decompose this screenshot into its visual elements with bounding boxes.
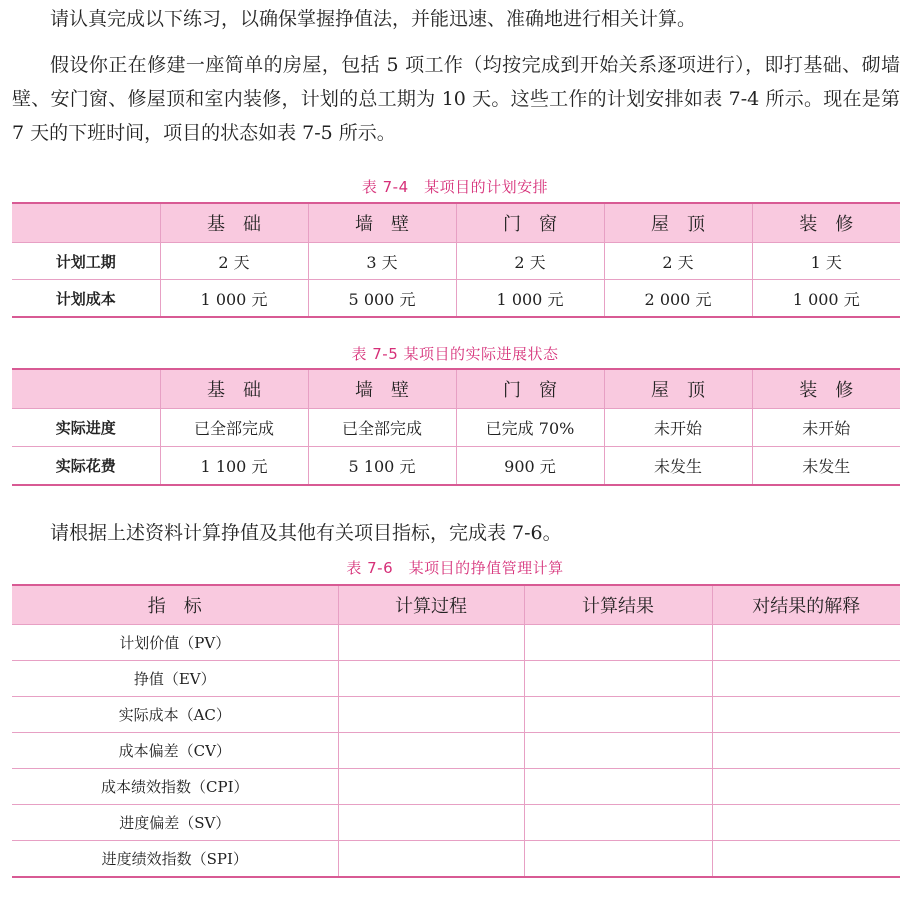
- calc-process-cell[interactable]: [338, 769, 524, 805]
- indicator-label: 计划价值（PV）: [12, 625, 338, 661]
- calc-result-cell[interactable]: [524, 769, 712, 805]
- table-row: [12, 841, 900, 878]
- table-cell: 未开始: [604, 409, 752, 447]
- table-cell: 1 天: [752, 243, 900, 280]
- header-cell: [12, 203, 160, 243]
- table-cell: 5 000 元: [308, 280, 456, 318]
- calc-process-cell[interactable]: [338, 625, 524, 661]
- table-row: [12, 733, 900, 769]
- row-label: 实际进度: [12, 409, 160, 447]
- header-cell: 门 窗: [456, 203, 604, 243]
- interpretation-cell[interactable]: [712, 841, 900, 878]
- calc-result-cell[interactable]: [524, 625, 712, 661]
- calc-result-cell[interactable]: [524, 805, 712, 841]
- header-cell: 装 修: [752, 369, 900, 409]
- header-cell: 计算过程: [338, 585, 524, 625]
- table-row: [12, 243, 900, 280]
- table-row: [12, 280, 900, 318]
- interpretation-cell[interactable]: [712, 805, 900, 841]
- table-7-4-caption: 表 7-4 某项目的计划安排: [361, 178, 549, 196]
- table-cell: 已全部完成: [308, 409, 456, 447]
- header-cell: 屋 顶: [604, 203, 752, 243]
- table-cell: 900 元: [456, 447, 604, 486]
- indicator-label: 成本偏差（CV）: [12, 733, 338, 769]
- table-7-4-plan: [12, 202, 900, 318]
- indicator-label: 实际成本（AC）: [12, 697, 338, 733]
- table-7-5-caption: 表 7-5 某项目的实际进展状态: [351, 345, 559, 363]
- table-7-6-evm: [12, 584, 900, 878]
- row-label: 计划工期: [12, 243, 160, 280]
- table-row: [12, 769, 900, 805]
- row-label: 实际花费: [12, 447, 160, 486]
- interpretation-cell[interactable]: [712, 733, 900, 769]
- scenario-paragraph: 假设你正在修建一座简单的房屋，包括 5 项工作（均按完成到开始关系逐项进行），即打基础、砌墙壁、安门窗、修屋顶和室内装修，计划的总工期为 10 天。这些工作的计划安排如表 7-4 所示。现在是第 7 天的下班时间，项目的状态如表 7-5 所示。: [12, 54, 900, 144]
- header-cell: 对结果的解释: [712, 585, 900, 625]
- header-cell: 计算结果: [524, 585, 712, 625]
- table-row: [12, 805, 900, 841]
- table-cell: 1 000 元: [752, 280, 900, 318]
- table-cell: 未发生: [604, 447, 752, 486]
- header-cell: 门 窗: [456, 369, 604, 409]
- interpretation-cell[interactable]: [712, 661, 900, 697]
- table-cell: 2 天: [160, 243, 308, 280]
- calc-result-cell[interactable]: [524, 841, 712, 878]
- calc-process-cell[interactable]: [338, 733, 524, 769]
- table-row: [12, 697, 900, 733]
- table-7-6-caption: 表 7-6 某项目的挣值管理计算: [346, 559, 564, 577]
- row-label: 计划成本: [12, 280, 160, 318]
- calc-result-cell[interactable]: [524, 697, 712, 733]
- indicator-label: 进度绩效指数（SPI）: [12, 841, 338, 878]
- table-cell: 未开始: [752, 409, 900, 447]
- header-cell: 指 标: [12, 585, 338, 625]
- header-cell: 墙 壁: [308, 203, 456, 243]
- instruction-paragraph: 请根据上述资料计算挣值及其他有关项目指标，完成表 7-6。: [50, 522, 562, 544]
- table-row: [12, 447, 900, 486]
- table-cell: 2 天: [456, 243, 604, 280]
- table-cell: 1 000 元: [160, 280, 308, 318]
- table-cell: 已完成 70%: [456, 409, 604, 447]
- header-cell: [12, 369, 160, 409]
- interpretation-cell[interactable]: [712, 769, 900, 805]
- header-cell: 装 修: [752, 203, 900, 243]
- table-header-row: [12, 369, 900, 409]
- table-row: [12, 625, 900, 661]
- table-cell: 已全部完成: [160, 409, 308, 447]
- header-cell: 屋 顶: [604, 369, 752, 409]
- indicator-label: 进度偏差（SV）: [12, 805, 338, 841]
- calc-process-cell[interactable]: [338, 841, 524, 878]
- table-header-row: [12, 585, 900, 625]
- calc-process-cell[interactable]: [338, 661, 524, 697]
- table-cell: 未发生: [752, 447, 900, 486]
- header-cell: 基 础: [160, 369, 308, 409]
- intro-paragraph: 请认真完成以下练习，以确保掌握挣值法，并能迅速、准确地进行相关计算。: [50, 8, 697, 30]
- table-cell: 1 100 元: [160, 447, 308, 486]
- interpretation-cell[interactable]: [712, 697, 900, 733]
- table-cell: 1 000 元: [456, 280, 604, 318]
- table-cell: 2 天: [604, 243, 752, 280]
- calc-process-cell[interactable]: [338, 697, 524, 733]
- indicator-label: 成本绩效指数（CPI）: [12, 769, 338, 805]
- indicator-label: 挣值（EV）: [12, 661, 338, 697]
- calc-result-cell[interactable]: [524, 661, 712, 697]
- interpretation-cell[interactable]: [712, 625, 900, 661]
- table-cell: 2 000 元: [604, 280, 752, 318]
- header-cell: 基 础: [160, 203, 308, 243]
- table-cell: 5 100 元: [308, 447, 456, 486]
- table-row: [12, 661, 900, 697]
- table-cell: 3 天: [308, 243, 456, 280]
- calc-process-cell[interactable]: [338, 805, 524, 841]
- table-7-5-progress: [12, 368, 900, 486]
- header-cell: 墙 壁: [308, 369, 456, 409]
- table-row: [12, 409, 900, 447]
- table-header-row: [12, 203, 900, 243]
- calc-result-cell[interactable]: [524, 733, 712, 769]
